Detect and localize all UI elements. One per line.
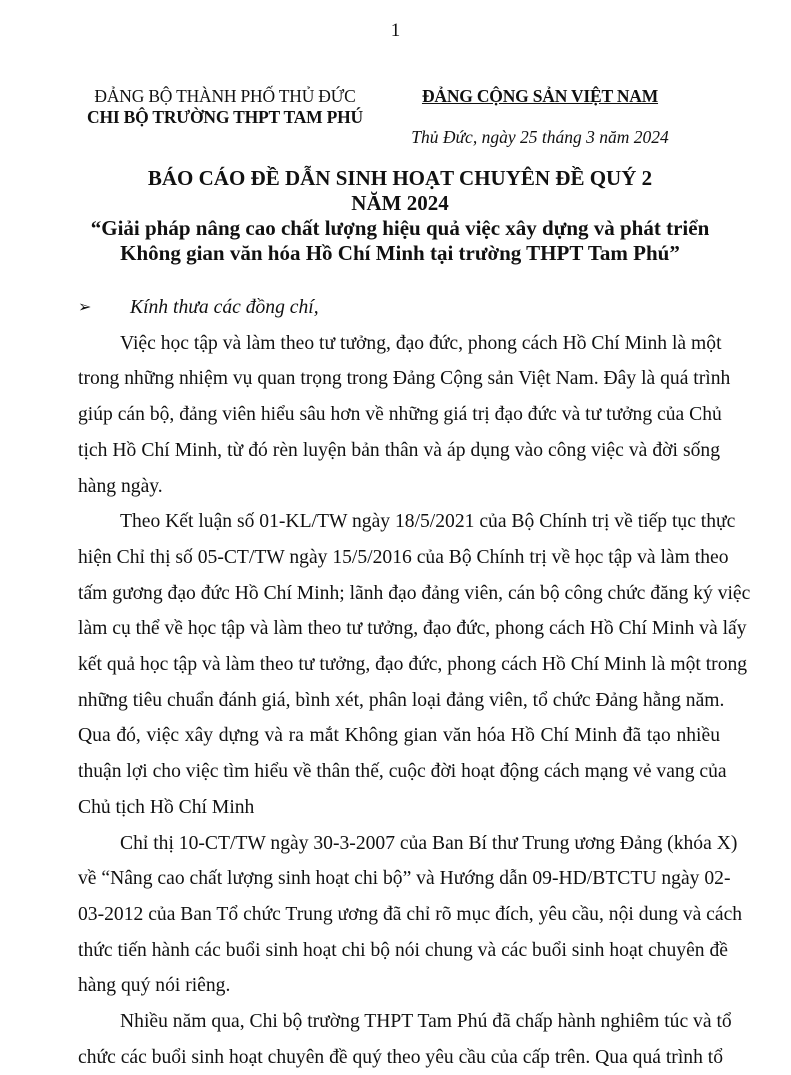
paragraph	[78, 326, 731, 505]
title-line-2: NĂM 2024	[351, 191, 449, 215]
paragraph-line: Chỉ thị 10-CT/TW ngày 30-3-2007 của Ban Bí thư Trung ương Đảng (khóa X)	[120, 832, 738, 854]
paragraph-line: chức các buổi sinh hoạt chuyên đề quý theo yêu cầu của cấp trên. Qua quá trình tổ	[78, 1046, 724, 1068]
page-number: 1	[390, 20, 401, 41]
paragraph	[78, 826, 743, 1005]
party-cell-name: CHI BỘ TRƯỜNG THPT TAM PHÚ	[87, 107, 363, 127]
paragraph-line: trong những nhiệm vụ quan trọng trong Đảng Cộng sản Việt Nam. Đây là quá trình	[78, 368, 731, 390]
header-left-block	[80, 86, 370, 128]
title-line-4: Không gian văn hóa Hồ Chí Minh tại trường THPT Tam Phú”	[120, 241, 680, 265]
arrowhead-bullet-icon: ➢	[78, 299, 92, 316]
paragraph-line: 03-2012 của Ban Tổ chức Trung ương đã chỉ rõ mục đích, yêu cầu, nội dung và cách	[78, 903, 743, 925]
paragraph-line: thuận lợi cho việc tìm hiểu về thân thế, cuộc đời hoạt động cách mạng vẻ vang của	[78, 761, 727, 783]
paragraph-line: Việc học tập và làm theo tư tưởng, đạo đức, phong cách Hồ Chí Minh là một	[120, 332, 722, 354]
paragraph	[78, 504, 751, 825]
paragraph-line: kết quả học tập và làm theo tư tưởng, đạo đức, phong cách Hồ Chí Minh là một trong	[78, 654, 748, 676]
paragraph-line: hàng ngày.	[78, 475, 163, 497]
document-title	[60, 166, 740, 266]
paragraph-line: làm cụ thể về học tập và làm theo tư tưởng, đạo đức, phong cách Hồ Chí Minh và lấy	[78, 618, 747, 640]
paragraph-line: tấm gương đạo đức Hồ Chí Minh; lãnh đạo đảng viên, cán bộ công chức đăng ký việc	[78, 582, 751, 604]
title-line-1: BÁO CÁO ĐỀ DẪN SINH HOẠT CHUYÊN ĐỀ QUÝ 2	[147, 166, 653, 190]
greeting	[78, 290, 720, 326]
party-committee-name: ĐẢNG BỘ THÀNH PHỐ THỦ ĐỨC	[94, 86, 356, 106]
paragraphs	[78, 326, 751, 1075]
document-date: Thủ Đức, ngày 25 tháng 3 năm 2024	[411, 127, 669, 147]
paragraph-line: những tiêu chuẩn đánh giá, bình xét, phân loại đảng viên, tổ chức Đảng hằng năm.	[78, 689, 725, 711]
paragraph-line: Chủ tịch Hồ Chí Minh	[78, 796, 255, 818]
paragraph	[78, 1004, 732, 1075]
party-name: ĐẢNG CỘNG SẢN VIỆT NAM	[421, 86, 659, 106]
greeting-text: Kính thưa các đồng chí,	[130, 297, 319, 318]
paragraph-line: tịch Hồ Chí Minh, từ đó rèn luyện bản thân và áp dụng vào công việc và đời sống	[78, 439, 720, 461]
document-body	[78, 290, 751, 1075]
paragraph-line: giúp cán bộ, đảng viên hiểu sâu hơn về những giá trị đạo đức và tư tưởng của Chủ	[78, 404, 722, 426]
paragraph-line: thức tiến hành các buổi sinh hoạt chi bộ nói chung và các buổi sinh hoạt chuyên đề	[78, 939, 728, 961]
paragraph-line: hiện Chỉ thị số 05-CT/TW ngày 15/5/2016 của Bộ Chính trị về học tập và làm theo	[78, 546, 729, 568]
paragraph-line: về “Nâng cao chất lượng sinh hoạt chi bộ” và Hướng dẫn 09-HD/BTCTU ngày 02-	[78, 868, 731, 890]
title-line-3: “Giải pháp nâng cao chất lượng hiệu quả việc xây dựng và phát triển	[90, 216, 710, 240]
paragraph-line: Qua đó, việc xây dựng và ra mắt Không gian văn hóa Hồ Chí Minh đã tạo nhiều	[78, 725, 720, 747]
paragraph-line: Theo Kết luận số 01-KL/TW ngày 18/5/2021 của Bộ Chính trị về tiếp tục thực	[120, 511, 736, 533]
paragraph-line: Nhiều năm qua, Chi bộ trường THPT Tam Phú đã chấp hành nghiêm túc và tổ	[120, 1011, 732, 1033]
header-right-block	[405, 86, 675, 148]
paragraph-line: hàng quý nói riêng.	[78, 975, 231, 997]
